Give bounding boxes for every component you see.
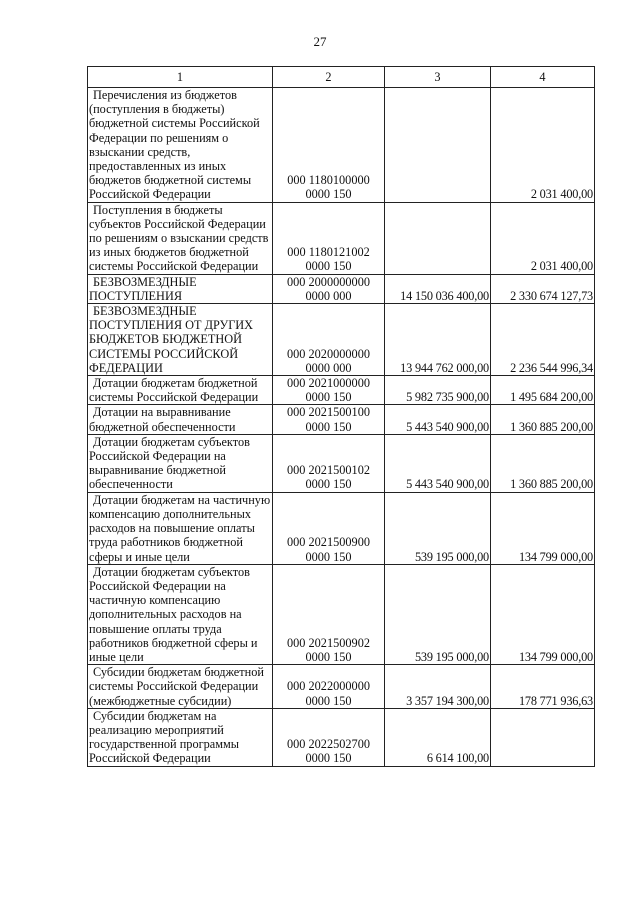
page-number: 27 <box>313 34 327 49</box>
row-name: Поступления в бюджеты субъектов Российской Федерации по решениям о взыскании средств из иных бюджетов бюджетной системы Российской Федерации <box>88 202 273 274</box>
row-value-plan: 6 614 100,00 <box>385 708 491 766</box>
table-row <box>88 202 595 274</box>
row-name: Дотации бюджетам субъектов Российской Федерации на частичную компенсацию дополнительных расходов на повышение оплаты труда работников бюджетной сферы и иные цели <box>88 564 273 664</box>
row-value-actual: 2 031 400,00 <box>491 88 595 203</box>
table-row <box>88 274 595 303</box>
table-row <box>88 304 595 376</box>
row-name: Дотации бюджетам на частичную компенсацию дополнительных расходов на повышение оплаты труда работников бюджетной сферы и иные цели <box>88 492 273 564</box>
row-value-plan: 5 443 540 900,00 <box>385 434 491 492</box>
table-row <box>88 708 595 766</box>
row-value-actual: 1 495 684 200,00 <box>491 376 595 405</box>
table-row <box>88 564 595 664</box>
row-value-plan: 539 195 000,00 <box>385 492 491 564</box>
budget-table <box>87 66 595 767</box>
row-value-plan: 13 944 762 000,00 <box>385 304 491 376</box>
row-code: 000 1180100000 0000 150 <box>273 88 385 203</box>
column-header: 4 <box>491 67 595 88</box>
row-value-plan: 5 443 540 900,00 <box>385 405 491 434</box>
table-row <box>88 492 595 564</box>
row-value-plan: 5 982 735 900,00 <box>385 376 491 405</box>
row-value-actual: 2 031 400,00 <box>491 202 595 274</box>
table-row <box>88 88 595 203</box>
row-value-plan: 3 357 194 300,00 <box>385 665 491 709</box>
row-code: 000 2021500900 0000 150 <box>273 492 385 564</box>
row-code: 000 2022502700 0000 150 <box>273 708 385 766</box>
table-header-row <box>88 67 595 88</box>
row-name: Дотации на выравнивание бюджетной обеспеченности <box>88 405 273 434</box>
row-name: Дотации бюджетам бюджетной системы Российской Федерации <box>88 376 273 405</box>
row-code: 000 2021500100 0000 150 <box>273 405 385 434</box>
column-header: 2 <box>273 67 385 88</box>
column-header: 1 <box>88 67 273 88</box>
row-value-actual: 2 236 544 996,34 <box>491 304 595 376</box>
row-value-plan: 14 150 036 400,00 <box>385 274 491 303</box>
row-value-actual: 2 330 674 127,73 <box>491 274 595 303</box>
row-value-actual: 134 799 000,00 <box>491 564 595 664</box>
column-header: 3 <box>385 67 491 88</box>
table-row <box>88 434 595 492</box>
row-name: Субсидии бюджетам бюджетной системы Российской Федерации (межбюджетные субсидии) <box>88 665 273 709</box>
row-value-actual: 134 799 000,00 <box>491 492 595 564</box>
row-value-actual: 1 360 885 200,00 <box>491 405 595 434</box>
row-code: 000 2021500902 0000 150 <box>273 564 385 664</box>
row-code: 000 2021500102 0000 150 <box>273 434 385 492</box>
table-row <box>88 376 595 405</box>
row-code: 000 1180121002 0000 150 <box>273 202 385 274</box>
row-name: БЕЗВОЗМЕЗДНЫЕ ПОСТУПЛЕНИЯ <box>88 274 273 303</box>
row-value-actual: 178 771 936,63 <box>491 665 595 709</box>
row-code: 000 2021000000 0000 150 <box>273 376 385 405</box>
row-code: 000 2000000000 0000 000 <box>273 274 385 303</box>
row-name: БЕЗВОЗМЕЗДНЫЕ ПОСТУПЛЕНИЯ ОТ ДРУГИХ БЮДЖЕТОВ БЮДЖЕТНОЙ СИСТЕМЫ РОССИЙСКОЙ ФЕДЕРАЦИИ <box>88 304 273 376</box>
row-name: Субсидии бюджетам на реализацию мероприятий государственной программы Российской Федерации <box>88 708 273 766</box>
row-value-actual: 1 360 885 200,00 <box>491 434 595 492</box>
table-row <box>88 665 595 709</box>
row-value-actual <box>491 708 595 766</box>
row-value-plan <box>385 202 491 274</box>
row-name: Дотации бюджетам субъектов Российской Федерации на выравнивание бюджетной обеспеченности <box>88 434 273 492</box>
row-code: 000 2020000000 0000 000 <box>273 304 385 376</box>
row-value-plan <box>385 88 491 203</box>
row-value-plan: 539 195 000,00 <box>385 564 491 664</box>
row-code: 000 2022000000 0000 150 <box>273 665 385 709</box>
table-row <box>88 405 595 434</box>
row-name: Перечисления из бюджетов (поступления в бюджеты) бюджетной системы Российской Федерации по решениям о взыскании средств, предоставленных из иных бюджетов бюджетной системы Российской Федерации <box>88 88 273 203</box>
